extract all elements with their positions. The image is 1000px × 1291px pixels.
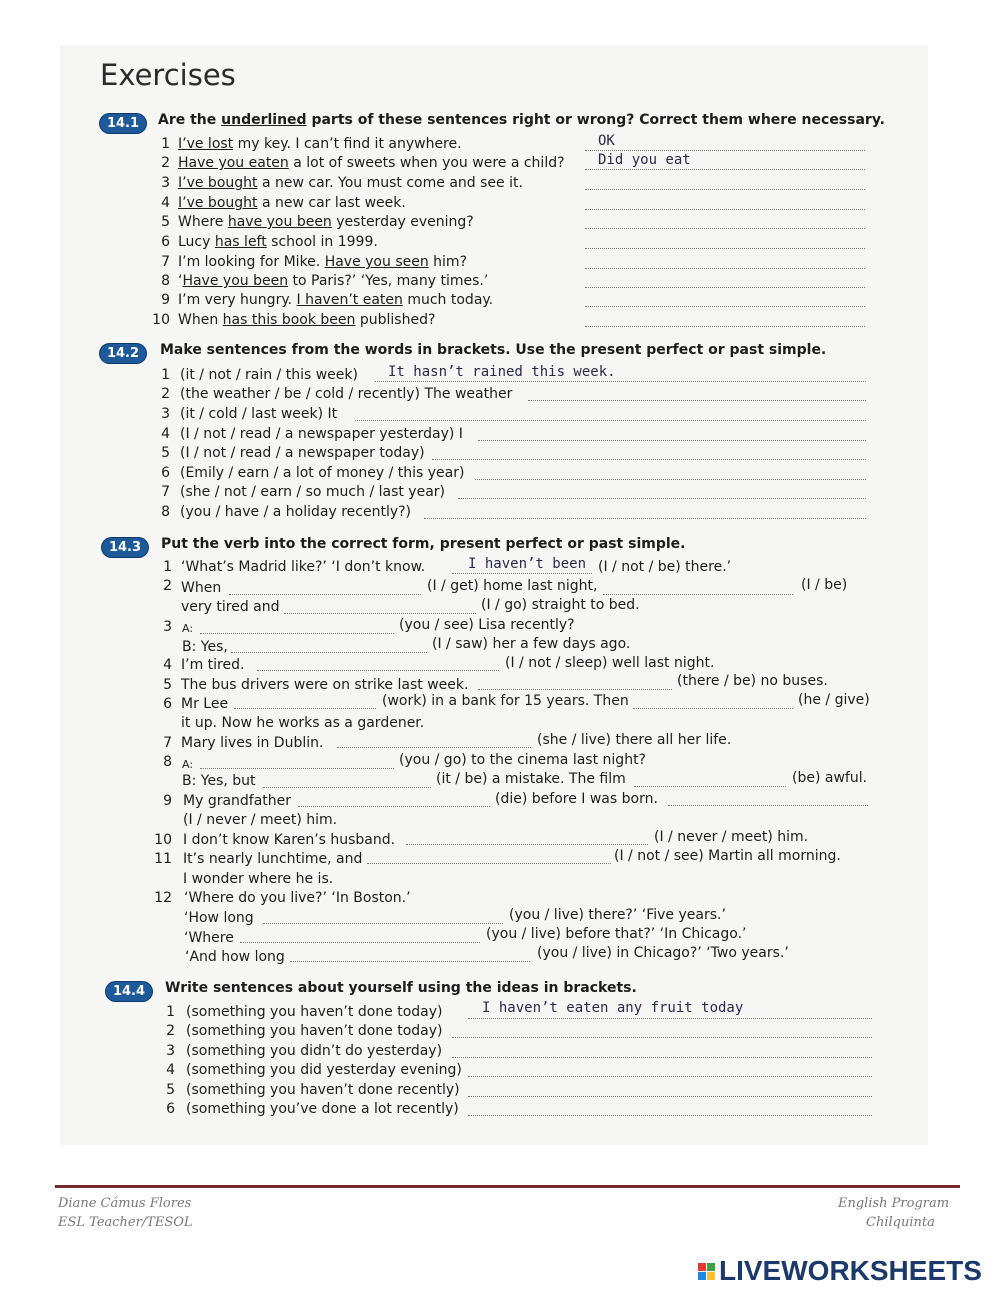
s3-q6-text: Mr Lee [181, 696, 229, 712]
prompt: (the weather / be / cold / recently) The weather [180, 386, 513, 402]
s3-q6-blank-1[interactable] [234, 694, 376, 709]
answer-blank[interactable] [585, 175, 865, 190]
handwritten-answer: Did you eat [598, 152, 691, 168]
s3-q2-blank-1[interactable] [229, 580, 421, 595]
item-number: 2 [161, 155, 170, 171]
sentence [178, 195, 406, 211]
answer-blank[interactable] [452, 1043, 872, 1058]
sentence-rest: a new car. You must come and see it. [257, 175, 523, 191]
item-number: 4 [161, 195, 170, 211]
s3-q5-text: The bus drivers were on strike last week. [181, 677, 469, 693]
sentence-prefix: I’m looking for Mike. [178, 254, 325, 270]
underlined-part: has this book been [222, 312, 356, 328]
item-number: 3 [166, 1043, 175, 1059]
sentence [178, 292, 493, 308]
s3-q6-hint-1: (work) in a bank for 15 years. Then [382, 693, 629, 709]
s3-q2-hint-3: (I / go) straight to bed. [481, 597, 640, 613]
item-number: 4 [163, 657, 172, 673]
s3-q1-text: ‘What’s Madrid like?’ ‘I don’t know. [181, 559, 426, 575]
answer-blank[interactable] [585, 292, 865, 307]
item-number: 4 [161, 426, 170, 442]
s3-q6-text-2: it up. Now he works as a gardener. [181, 715, 425, 731]
sentence-rest: my key. I can’t find it anywhere. [233, 136, 462, 152]
item-number: 3 [163, 619, 172, 635]
s3-q9-text: My grandfather [183, 793, 292, 809]
s3-q3-blank-2[interactable] [231, 638, 427, 653]
s3-q11-blank[interactable] [367, 849, 611, 864]
prompt: (something you’ve done a lot recently) [186, 1101, 459, 1117]
answer-blank[interactable] [424, 504, 866, 519]
underlined-part: Have you seen [324, 254, 429, 270]
prompt: (I / not / read / a newspaper today) [180, 445, 425, 461]
item-number: 6 [161, 234, 170, 250]
s3-q12-hint-1: (you / live) there?’ ‘Five years.’ [509, 907, 726, 923]
answer-blank[interactable] [585, 136, 865, 151]
answer-blank[interactable] [468, 1062, 872, 1077]
answer-blank[interactable] [458, 484, 866, 499]
answer-blank[interactable] [468, 1101, 872, 1116]
instruction-14-4: Write sentences about yourself using the ideas in brackets. [165, 980, 637, 996]
sentence-rest: published? [355, 312, 436, 328]
s3-q8-blank-3[interactable] [634, 772, 786, 787]
sentence [178, 175, 523, 191]
item-number: 1 [163, 559, 172, 575]
item-number: 3 [161, 175, 170, 191]
s3-q12-line-4: ‘And how long [185, 949, 285, 965]
item-number: 8 [161, 504, 170, 520]
sentence-rest: a lot of sweets when you were a child? [288, 155, 565, 171]
sentence-prefix: Where [178, 214, 228, 230]
answer-blank[interactable] [528, 386, 866, 401]
s3-q3-hint-2: (I / saw) her a few days ago. [432, 636, 631, 652]
s3-q11-text: It’s nearly lunchtime, and [183, 851, 363, 867]
s3-q11-text-2: I wonder where he is. [183, 871, 334, 887]
s3-q6-hint-2: (he / give) [798, 692, 870, 708]
s3-q12-hint-3: (you / live) in Chicago?’ ‘Two years.’ [537, 945, 789, 961]
badge-14-4: 14.4 [106, 982, 152, 1001]
prompt: (I / not / read / a newspaper yesterday) I [180, 426, 463, 442]
s3-q12-hint-2: (you / live) before that?’ ‘In Chicago.’ [486, 926, 747, 942]
sentence [178, 273, 488, 289]
s3-q3-speaker-a: A: [182, 622, 194, 635]
s3-q12-line-2: ‘How long [184, 910, 254, 926]
sentence-rest: much today. [402, 292, 494, 308]
s3-q12-blank-2[interactable] [240, 928, 480, 943]
instruction-14-3: Put the verb into the correct form, present perfect or past simple. [161, 536, 686, 552]
s3-q10-text: I don’t know Karen’s husband. [183, 832, 396, 848]
handwritten-answer: OK [598, 133, 615, 149]
s3-q4-text: I’m tired. [181, 657, 245, 673]
prompt: (you / have / a holiday recently?) [180, 504, 412, 520]
footer-author: Diane Cámus Flores [58, 1196, 192, 1211]
s3-q5-hint: (there / be) no buses. [677, 673, 828, 689]
answer-blank[interactable] [585, 214, 865, 229]
prompt: (something you didn’t do yesterday) [186, 1043, 443, 1059]
s3-q2-blank-3[interactable] [284, 599, 476, 614]
item-number: 7 [161, 254, 170, 270]
sentence [178, 136, 462, 152]
s3-q12-blank-3[interactable] [290, 947, 530, 962]
s3-q8-blank-1[interactable] [200, 754, 394, 769]
answer-blank[interactable] [452, 1023, 872, 1038]
item-number: 10 [152, 312, 170, 328]
sentence-rest: yesterday evening? [331, 214, 474, 230]
s3-q10-blank[interactable] [406, 830, 648, 845]
prompt: (something you haven’t done today) [186, 1004, 443, 1020]
s3-q8-hint-1: (you / go) to the cinema last night? [399, 752, 646, 768]
s3-q2-hint-2: (I / be) [801, 577, 848, 593]
s3-q9-blank-2[interactable] [668, 791, 868, 806]
s3-q8-speaker-b: B: Yes, but [182, 773, 256, 789]
prompt: (something you haven’t done today) [186, 1023, 443, 1039]
footer-company: Chilquinta [866, 1215, 935, 1230]
underlined-part: I’ve bought [178, 175, 258, 191]
instruction-14-2: Make sentences from the words in brackets. Use the present perfect or past simple. [160, 342, 827, 358]
answer-blank[interactable] [468, 1082, 872, 1097]
logo-blocks-icon [698, 1263, 715, 1280]
item-number: 9 [163, 793, 172, 809]
s3-q2-hint-1: (I / get) home last night, [427, 578, 598, 594]
underlined-part: have you been [227, 214, 332, 230]
s3-q12-line-3: ‘Where [184, 930, 234, 946]
footer-author-title: ESL Teacher/TESOL [58, 1215, 193, 1230]
item-number: 8 [161, 273, 170, 289]
item-number: 6 [163, 696, 172, 712]
sentence-prefix: I’m very hungry. [178, 292, 297, 308]
s3-q9-hint-1: (die) before I was born. [495, 791, 658, 807]
answer-blank[interactable] [585, 254, 865, 269]
logo-text: LIVEWORKSHEETS [719, 1255, 982, 1286]
badge-14-2: 14.2 [100, 344, 146, 363]
s3-q7-hint: (she / live) there all her life. [537, 732, 732, 748]
s3-q2-text-2: very tired and [181, 599, 280, 615]
badge-14-3: 14.3 [102, 538, 148, 557]
item-number: 5 [161, 214, 170, 230]
badge-14-1: 14.1 [100, 114, 146, 133]
sentence [178, 155, 565, 171]
prompt: (something you haven’t done recently) [186, 1082, 460, 1098]
page-title: Exercises [100, 58, 236, 92]
s3-q12-text: ‘Where do you live?’ ‘In Boston.’ [184, 890, 411, 906]
s3-q7-blank[interactable] [337, 733, 531, 748]
footer-program: English Program [838, 1196, 950, 1211]
s3-q8-blank-2[interactable] [263, 773, 431, 788]
sentence [178, 254, 467, 270]
answer-blank[interactable] [585, 234, 865, 249]
item-number: 4 [166, 1062, 175, 1078]
s3-q2-text: When [181, 580, 222, 596]
item-number: 5 [163, 677, 172, 693]
underlined-part: I haven’t eaten [296, 292, 403, 308]
item-number: 5 [166, 1082, 175, 1098]
liveworksheets-logo[interactable] [698, 1256, 982, 1286]
s3-q1-hint: (I / not / be) there.’ [598, 559, 732, 575]
prompt: (Emily / earn / a lot of money / this year) [180, 465, 465, 481]
answer-blank[interactable] [355, 406, 866, 421]
footer-divider [55, 1185, 960, 1188]
answer-blank[interactable] [475, 465, 866, 480]
underlined-part: has left [214, 234, 267, 250]
prompt: (it / not / rain / this week) [180, 367, 358, 383]
prompt: (it / cold / last week) It [180, 406, 338, 422]
item-number: 12 [154, 890, 172, 906]
item-number: 1 [161, 136, 170, 152]
s3-q3-hint-1: (you / see) Lisa recently? [399, 617, 575, 633]
sentence-prefix: ‘ [178, 273, 183, 289]
s3-q11-hint: (I / not / see) Martin all morning. [614, 848, 841, 864]
s3-q12-blank-1[interactable] [263, 909, 503, 924]
answer-blank[interactable] [432, 445, 866, 460]
s3-q7-text: Mary lives in Dublin. [181, 735, 324, 751]
sentence-rest: a new car last week. [257, 195, 406, 211]
item-number: 7 [161, 484, 170, 500]
s3-q8-speaker-a: A: [182, 758, 194, 771]
sentence [178, 214, 474, 230]
item-number: 11 [154, 851, 172, 867]
s3-q3-speaker-b: B: Yes, [182, 639, 228, 655]
s3-q8-hint-3: (be) awful. [792, 770, 868, 786]
s3-q6-blank-2[interactable] [633, 694, 793, 709]
s3-q2-blank-2[interactable] [603, 580, 793, 595]
item-number: 6 [166, 1101, 175, 1117]
s3-q9-blank-1[interactable] [298, 792, 490, 807]
s3-q1-answer: I haven’t been [468, 556, 587, 572]
answer-blank[interactable] [478, 426, 866, 441]
item-number: 3 [161, 406, 170, 422]
sentence [178, 234, 378, 250]
sentence-rest: him? [428, 254, 467, 270]
sentence-rest: to Paris?’ ‘Yes, many times.’ [288, 273, 489, 289]
sentence-prefix: When [178, 312, 223, 328]
underlined-part: I’ve bought [178, 195, 258, 211]
item-number: 2 [161, 386, 170, 402]
item-number: 1 [161, 367, 170, 383]
underlined-part: Have you eaten [178, 155, 289, 171]
item-number: 5 [161, 445, 170, 461]
answer-blank[interactable] [585, 195, 865, 210]
item-number: 1 [166, 1004, 175, 1020]
answer-blank[interactable] [585, 273, 865, 288]
handwritten-answer: It hasn’t rained this week. [388, 364, 616, 380]
prompt: (she / not / earn / so much / last year) [180, 484, 446, 500]
sentence-prefix: Lucy [178, 234, 215, 250]
item-number: 7 [163, 735, 172, 751]
answer-blank[interactable] [585, 312, 865, 327]
handwritten-answer: I haven’t eaten any fruit today [482, 1000, 744, 1016]
prompt: (something you did yesterday evening) [186, 1062, 462, 1078]
item-number: 6 [161, 465, 170, 481]
s3-q9-hint-2: (I / never / meet) him. [183, 812, 338, 828]
instruction-14-1: Are the underlined parts of these sentences right or wrong? Correct them where necessary. [158, 112, 885, 128]
s3-q4-blank[interactable] [257, 656, 499, 671]
item-number: 2 [163, 578, 172, 594]
underlined-part: I’ve lost [178, 136, 234, 152]
s3-q4-hint: (I / not / sleep) well last night. [505, 655, 715, 671]
underlined-part: Have you been [182, 273, 289, 289]
sentence [178, 312, 435, 328]
s3-q5-blank[interactable] [478, 675, 672, 690]
item-number: 8 [163, 754, 172, 770]
s3-q10-hint: (I / never / meet) him. [654, 829, 809, 845]
s3-q3-blank-1[interactable] [200, 619, 394, 634]
s3-q8-hint-2: (it / be) a mistake. The film [436, 771, 626, 787]
item-number: 9 [161, 292, 170, 308]
item-number: 10 [154, 832, 172, 848]
sentence-rest: school in 1999. [266, 234, 378, 250]
item-number: 2 [166, 1023, 175, 1039]
